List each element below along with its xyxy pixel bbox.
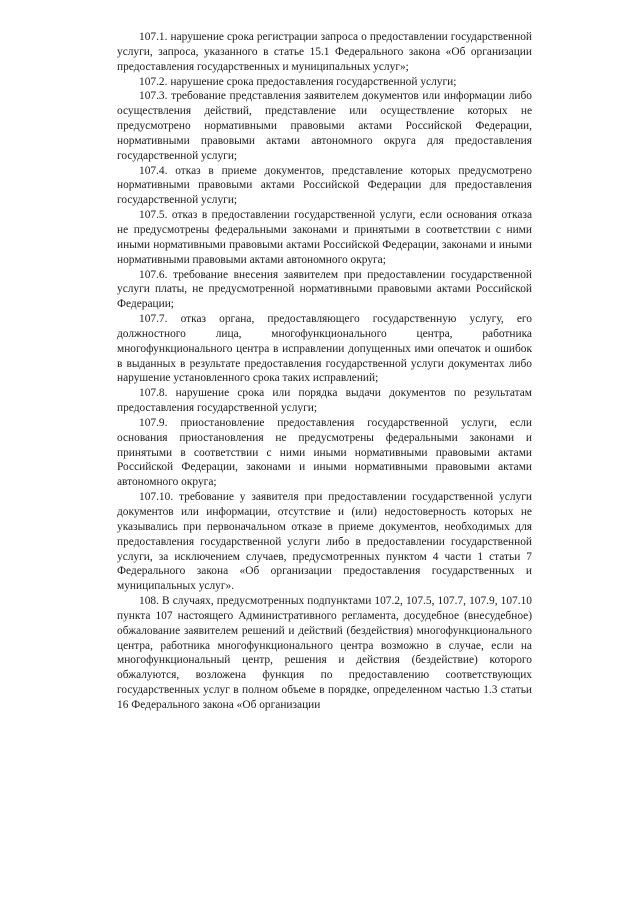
paragraph-107-7: 107.7. отказ органа, предоставляющего государственную услугу, его должностного лица, многофункционального центра, работника многофункционального центра в исправлении допущенных ими опечаток и ошибок в выданных в результате предоставления государственной услуги документах либо нарушение установленного срока таких исправлений; (117, 313, 532, 385)
paragraph-107-5: 107.5. отказ в предоставлении государственной услуги, если основания отказа не предусмотрены федеральными законами и принятыми в соответствии с ними иными нормативными правовыми актами Российской Федерации, законами и иными нормативными правовыми актами автономного округа; (117, 209, 532, 266)
paragraph-107-1: 107.1. нарушение срока регистрации запроса о предоставлении государственной услуги, запроса, указанного в статье 15.1 Федерального закона «Об организации предоставления государственных и муниципальных услуг»; (117, 31, 532, 73)
paragraph-107-6: 107.6. требование внесения заявителем при предоставлении государственной услуги платы, не предусмотренной нормативными правовыми актами Российской Федерации; (117, 268, 532, 311)
paragraph-107-10: 107.10. требование у заявителя при предоставлении государственной услуги документов или информации, отсутствие и (или) недостоверность которых не указывались при первоначальном отказе в приеме документов, необходимых для предоставления государственной услуги либо в предоставлении государственной услуги, за исключением случаев, предусмотренных пунктом 4 части 1 статьи 7 Федерального закона «Об организации предоставления государственных и муниципальных услуг». (117, 491, 532, 593)
paragraph-107-2: 107.2. нарушение срока предоставления государственной услуги; (139, 75, 457, 88)
paragraph-107-9: 107.9. приостановление предоставления государственной услуги, если основания приостановления не предусмотрены федеральными законами и принятыми в соответствии с ними иными нормативными правовыми актами Российской Федерации, законами и иными нормативными правовыми актами автономного округа; (117, 416, 532, 489)
document-body (117, 30, 532, 713)
paragraph-108: 108. В случаях, предусмотренных подпунктами 107.2, 107.5, 107.7, 107.9, 107.10 пункта 107 настоящего Административного регламента, досудебное (внесудебное) обжалование заявителем решений и действий (бездействия) многофункционального центра, работника многофункционального центра возможно в случае, если на многофункциональный центр, решения и действия (бездействие) которого обжалуются, возложена функция по предоставлению соответствующих государственных услуг в полном объеме в порядке, определенном частью 1.3 статьи 16 Федерального закона «Об организации (117, 595, 532, 711)
paragraph-107-8: 107.8. нарушение срока или порядка выдачи документов по результатам предоставления государственной услуги; (117, 387, 532, 415)
paragraph-107-4: 107.4. отказ в приеме документов, представление которых предусмотрено нормативными правовыми актами Российской Федерации для предоставления государственной услуги; (117, 164, 532, 207)
paragraph-107-3: 107.3. требование представления заявителем документов или информации либо осуществления действий, представление или осуществление которых не предусмотрено нормативными правовыми актами Российской Федерации, нормативными правовыми актами автономного округа для предоставления государственной услуги; (117, 90, 532, 162)
